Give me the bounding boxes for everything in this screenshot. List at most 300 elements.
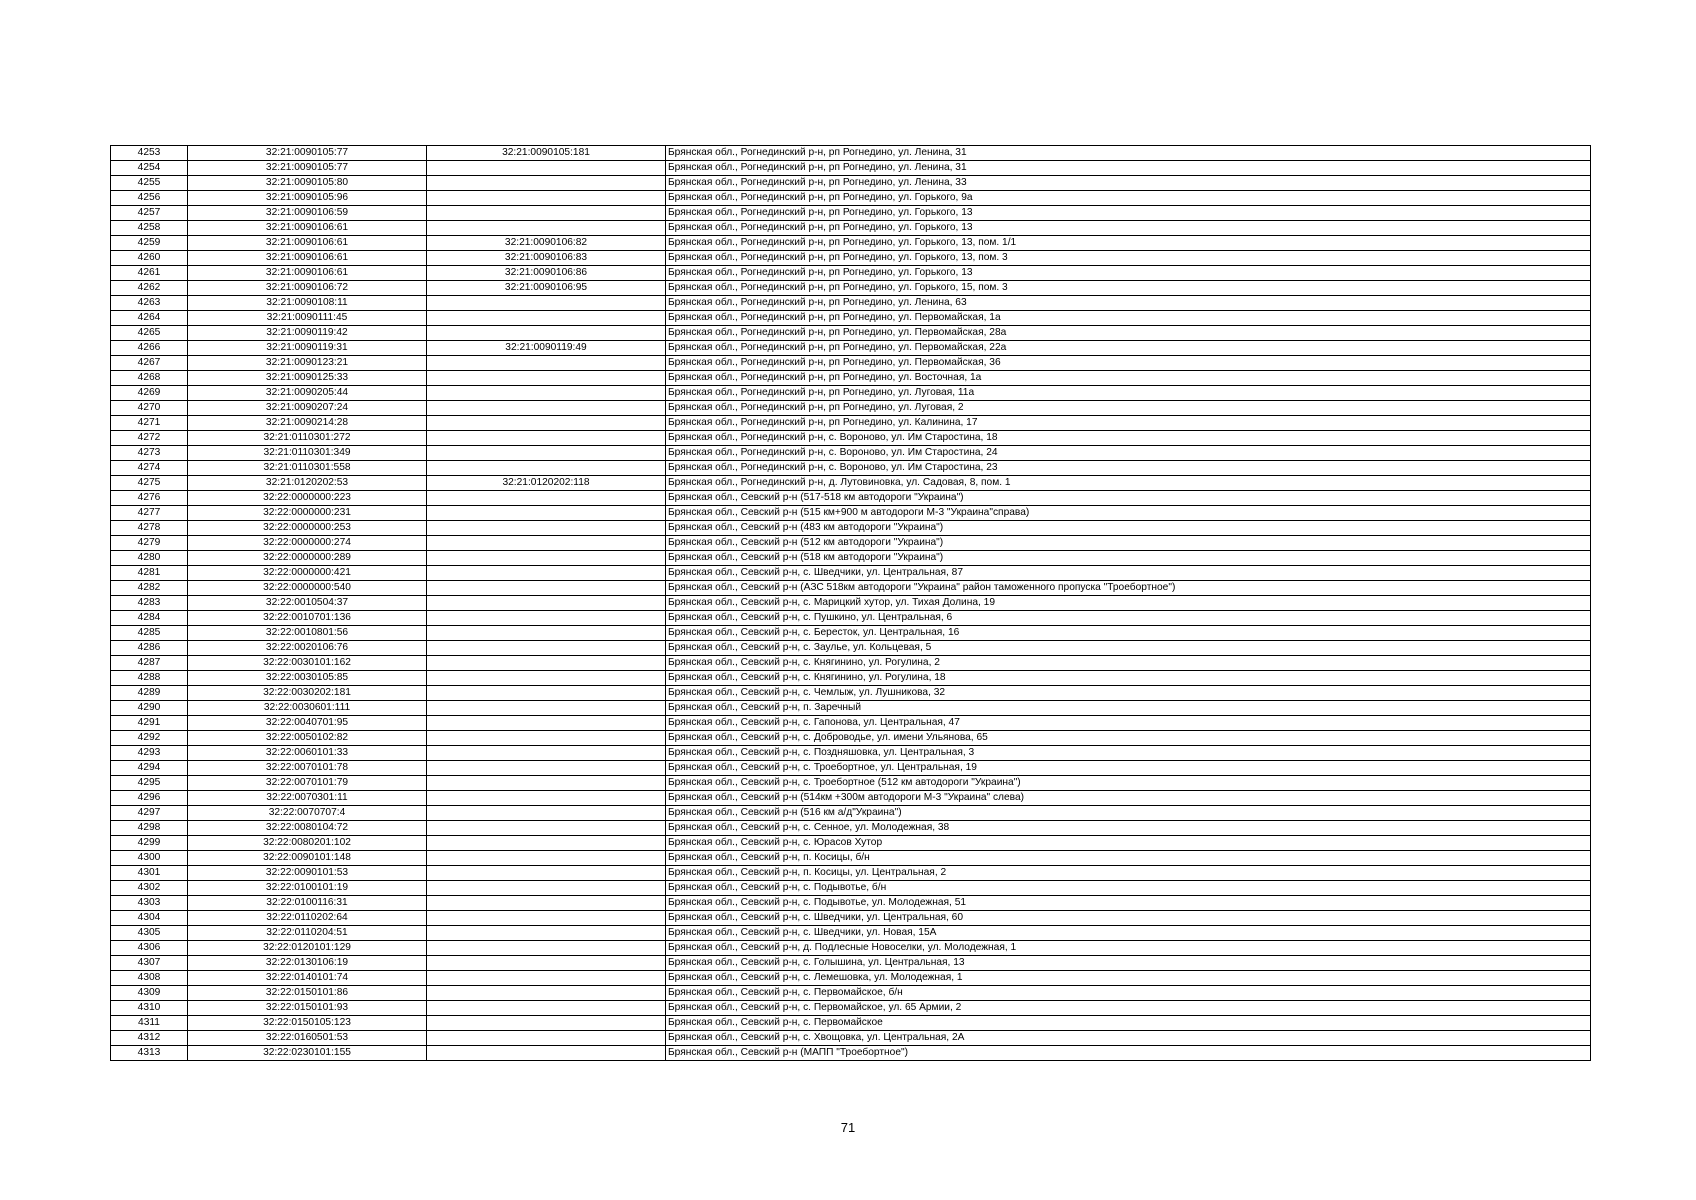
object-number-cell	[427, 221, 666, 236]
address-cell: Брянская обл., Севский р-н (АЗС 518км автодороги "Украина" район таможенного пропуска "Троебортное")	[666, 581, 1591, 596]
address-cell: Брянская обл., Севский р-н (МАПП "Троебортное")	[666, 1046, 1591, 1061]
address-cell: Брянская обл., Рогнединский р-н, с. Вороново, ул. Им Старостина, 23	[666, 461, 1591, 476]
table-row	[111, 851, 1591, 866]
address-cell: Брянская обл., Севский р-н (515 км+900 м автодороги М-3 "Украина"справа)	[666, 506, 1591, 521]
table-row	[111, 1046, 1591, 1061]
address-cell: Брянская обл., Севский р-н, п. Косицы, ул. Центральная, 2	[666, 866, 1591, 881]
registry-table-body	[111, 146, 1591, 1061]
object-number-cell	[427, 851, 666, 866]
table-row	[111, 476, 1591, 491]
object-number-cell	[427, 956, 666, 971]
row-number-cell: 4311	[111, 1016, 188, 1031]
address-cell: Брянская обл., Рогнединский р-н, рп Рогнедино, ул. Восточная, 1а	[666, 371, 1591, 386]
row-number-cell: 4275	[111, 476, 188, 491]
table-row	[111, 446, 1591, 461]
object-number-cell	[427, 521, 666, 536]
table-row	[111, 461, 1591, 476]
cadastral-number-cell: 32:22:0070101:78	[188, 761, 427, 776]
table-row	[111, 671, 1591, 686]
row-number-cell: 4267	[111, 356, 188, 371]
object-number-cell	[427, 326, 666, 341]
row-number-cell: 4280	[111, 551, 188, 566]
address-cell: Брянская обл., Севский р-н (483 км автодороги "Украина")	[666, 521, 1591, 536]
address-cell: Брянская обл., Рогнединский р-н, рп Рогнедино, ул. Ленина, 33	[666, 176, 1591, 191]
table-row	[111, 281, 1591, 296]
object-number-cell	[427, 191, 666, 206]
row-number-cell: 4290	[111, 701, 188, 716]
address-cell: Брянская обл., Рогнединский р-н, рп Рогнедино, ул. Ленина, 31	[666, 146, 1591, 161]
row-number-cell: 4292	[111, 731, 188, 746]
row-number-cell: 4279	[111, 536, 188, 551]
object-number-cell	[427, 911, 666, 926]
row-number-cell: 4281	[111, 566, 188, 581]
row-number-cell: 4298	[111, 821, 188, 836]
cadastral-number-cell: 32:22:0070301:11	[188, 791, 427, 806]
object-number-cell: 32:21:0090106:86	[427, 266, 666, 281]
object-number-cell: 32:21:0090106:95	[427, 281, 666, 296]
table-row	[111, 491, 1591, 506]
object-number-cell	[427, 311, 666, 326]
object-number-cell	[427, 431, 666, 446]
cadastral-number-cell: 32:21:0090106:61	[188, 221, 427, 236]
row-number-cell: 4301	[111, 866, 188, 881]
cadastral-number-cell: 32:22:0150101:93	[188, 1001, 427, 1016]
address-cell: Брянская обл., Севский р-н, с. Первомайское	[666, 1016, 1591, 1031]
table-row	[111, 356, 1591, 371]
row-number-cell: 4278	[111, 521, 188, 536]
address-cell: Брянская обл., Севский р-н, с. Троебортное (512 км автодороги "Украина")	[666, 776, 1591, 791]
object-number-cell	[427, 866, 666, 881]
table-row	[111, 191, 1591, 206]
cadastral-number-cell: 32:21:0090123:21	[188, 356, 427, 371]
table-row	[111, 416, 1591, 431]
row-number-cell: 4254	[111, 161, 188, 176]
table-row	[111, 146, 1591, 161]
row-number-cell: 4286	[111, 641, 188, 656]
table-row	[111, 566, 1591, 581]
object-number-cell: 32:21:0090105:181	[427, 146, 666, 161]
row-number-cell: 4262	[111, 281, 188, 296]
table-row	[111, 311, 1591, 326]
address-cell: Брянская обл., Севский р-н (516 км а/д"Украина")	[666, 806, 1591, 821]
address-cell: Брянская обл., Рогнединский р-н, рп Рогнедино, ул. Луговая, 11а	[666, 386, 1591, 401]
object-number-cell	[427, 596, 666, 611]
table-row	[111, 551, 1591, 566]
row-number-cell: 4263	[111, 296, 188, 311]
address-cell: Брянская обл., Севский р-н, п. Косицы, б/н	[666, 851, 1591, 866]
object-number-cell	[427, 401, 666, 416]
address-cell: Брянская обл., Рогнединский р-н, рп Рогнедино, ул. Первомайская, 36	[666, 356, 1591, 371]
cadastral-number-cell: 32:21:0110301:272	[188, 431, 427, 446]
object-number-cell: 32:21:0090106:83	[427, 251, 666, 266]
address-cell: Брянская обл., Рогнединский р-н, с. Вороново, ул. Им Старостина, 18	[666, 431, 1591, 446]
cadastral-number-cell: 32:22:0000000:231	[188, 506, 427, 521]
object-number-cell	[427, 881, 666, 896]
cadastral-number-cell: 32:22:0010504:37	[188, 596, 427, 611]
object-number-cell	[427, 356, 666, 371]
address-cell: Брянская обл., Рогнединский р-н, рп Рогнедино, ул. Ленина, 63	[666, 296, 1591, 311]
cadastral-number-cell: 32:21:0090106:61	[188, 251, 427, 266]
object-number-cell	[427, 656, 666, 671]
address-cell: Брянская обл., Севский р-н (514км +300м автодороги М-3 "Украина" слева)	[666, 791, 1591, 806]
object-number-cell	[427, 791, 666, 806]
table-row	[111, 266, 1591, 281]
address-cell: Брянская обл., Севский р-н, с. Заулье, ул. Кольцевая, 5	[666, 641, 1591, 656]
table-row	[111, 926, 1591, 941]
cadastral-number-cell: 32:22:0110202:64	[188, 911, 427, 926]
table-row	[111, 956, 1591, 971]
table-row	[111, 386, 1591, 401]
row-number-cell: 4310	[111, 1001, 188, 1016]
address-cell: Брянская обл., Рогнединский р-н, рп Рогнедино, ул. Калинина, 17	[666, 416, 1591, 431]
object-number-cell	[427, 806, 666, 821]
address-cell: Брянская обл., Рогнединский р-н, рп Рогнедино, ул. Первомайская, 22а	[666, 341, 1591, 356]
cadastral-number-cell: 32:21:0090207:24	[188, 401, 427, 416]
table-row	[111, 761, 1591, 776]
address-cell: Брянская обл., Рогнединский р-н, рп Рогнедино, ул. Горького, 13	[666, 221, 1591, 236]
address-cell: Брянская обл., Севский р-н, с. Лемешовка, ул. Молодежная, 1	[666, 971, 1591, 986]
object-number-cell	[427, 296, 666, 311]
cadastral-number-cell: 32:21:0090108:11	[188, 296, 427, 311]
row-number-cell: 4297	[111, 806, 188, 821]
object-number-cell	[427, 1046, 666, 1061]
object-number-cell	[427, 371, 666, 386]
object-number-cell	[427, 926, 666, 941]
address-cell: Брянская обл., Севский р-н (518 км автодороги "Украина")	[666, 551, 1591, 566]
row-number-cell: 4260	[111, 251, 188, 266]
table-row	[111, 1031, 1591, 1046]
object-number-cell	[427, 641, 666, 656]
cadastral-number-cell: 32:22:0070101:79	[188, 776, 427, 791]
row-number-cell: 4293	[111, 746, 188, 761]
table-row	[111, 251, 1591, 266]
object-number-cell	[427, 506, 666, 521]
address-cell: Брянская обл., Рогнединский р-н, рп Рогнедино, ул. Горького, 13, пом. 1/1	[666, 236, 1591, 251]
table-row	[111, 371, 1591, 386]
cadastral-number-cell: 32:22:0100116:31	[188, 896, 427, 911]
object-number-cell	[427, 536, 666, 551]
cadastral-number-cell: 32:21:0120202:53	[188, 476, 427, 491]
address-cell: Брянская обл., Севский р-н, с. Первомайское, б/н	[666, 986, 1591, 1001]
cadastral-number-cell: 32:22:0000000:223	[188, 491, 427, 506]
row-number-cell: 4303	[111, 896, 188, 911]
object-number-cell	[427, 461, 666, 476]
cadastral-number-cell: 32:22:0140101:74	[188, 971, 427, 986]
cadastral-number-cell: 32:22:0160501:53	[188, 1031, 427, 1046]
row-number-cell: 4307	[111, 956, 188, 971]
table-row	[111, 656, 1591, 671]
object-number-cell	[427, 701, 666, 716]
object-number-cell	[427, 1031, 666, 1046]
object-number-cell	[427, 416, 666, 431]
table-row	[111, 581, 1591, 596]
cadastral-number-cell: 32:22:0120101:129	[188, 941, 427, 956]
address-cell: Брянская обл., Севский р-н, с. Подывотье, б/н	[666, 881, 1591, 896]
row-number-cell: 4255	[111, 176, 188, 191]
address-cell: Брянская обл., Рогнединский р-н, рп Рогнедино, ул. Горького, 15, пом. 3	[666, 281, 1591, 296]
table-row	[111, 941, 1591, 956]
page-number: 71	[840, 1120, 856, 1135]
cadastral-number-cell: 32:22:0090101:53	[188, 866, 427, 881]
row-number-cell: 4288	[111, 671, 188, 686]
table-row	[111, 521, 1591, 536]
object-number-cell	[427, 206, 666, 221]
cadastral-number-cell: 32:22:0030101:162	[188, 656, 427, 671]
row-number-cell: 4264	[111, 311, 188, 326]
table-row	[111, 836, 1591, 851]
object-number-cell	[427, 686, 666, 701]
row-number-cell: 4299	[111, 836, 188, 851]
object-number-cell	[427, 176, 666, 191]
table-row	[111, 881, 1591, 896]
cadastral-number-cell: 32:22:0010701:136	[188, 611, 427, 626]
object-number-cell	[427, 551, 666, 566]
cadastral-number-cell: 32:22:0230101:155	[188, 1046, 427, 1061]
cadastral-number-cell: 32:22:0000000:274	[188, 536, 427, 551]
cadastral-number-cell: 32:22:0000000:253	[188, 521, 427, 536]
row-number-cell: 4283	[111, 596, 188, 611]
object-number-cell	[427, 776, 666, 791]
table-row	[111, 626, 1591, 641]
object-number-cell	[427, 626, 666, 641]
address-cell: Брянская обл., Севский р-н, с. Шведчики, ул. Новая, 15А	[666, 926, 1591, 941]
cadastral-number-cell: 32:22:0000000:421	[188, 566, 427, 581]
row-number-cell: 4313	[111, 1046, 188, 1061]
row-number-cell: 4270	[111, 401, 188, 416]
row-number-cell: 4300	[111, 851, 188, 866]
object-number-cell	[427, 941, 666, 956]
cadastral-number-cell: 32:21:0110301:349	[188, 446, 427, 461]
object-number-cell	[427, 761, 666, 776]
object-number-cell	[427, 671, 666, 686]
cadastral-number-cell: 32:22:0010801:56	[188, 626, 427, 641]
object-number-cell: 32:21:0120202:118	[427, 476, 666, 491]
cadastral-number-cell: 32:22:0030202:181	[188, 686, 427, 701]
object-number-cell	[427, 491, 666, 506]
table-row	[111, 821, 1591, 836]
row-number-cell: 4268	[111, 371, 188, 386]
object-number-cell	[427, 821, 666, 836]
address-cell: Брянская обл., Рогнединский р-н, рп Рогнедино, ул. Горького, 13	[666, 266, 1591, 281]
row-number-cell: 4285	[111, 626, 188, 641]
table-row	[111, 986, 1591, 1001]
table-row	[111, 596, 1591, 611]
row-number-cell: 4309	[111, 986, 188, 1001]
table-row	[111, 641, 1591, 656]
address-cell: Брянская обл., Севский р-н (512 км автодороги "Украина")	[666, 536, 1591, 551]
object-number-cell	[427, 731, 666, 746]
cadastral-number-cell: 32:22:0050102:82	[188, 731, 427, 746]
address-cell: Брянская обл., Рогнединский р-н, рп Рогнедино, ул. Горького, 13, пом. 3	[666, 251, 1591, 266]
table-row	[111, 896, 1591, 911]
row-number-cell: 4276	[111, 491, 188, 506]
address-cell: Брянская обл., Севский р-н, с. Юрасов Хутор	[666, 836, 1591, 851]
table-row	[111, 746, 1591, 761]
address-cell: Брянская обл., Севский р-н, с. Княгинино, ул. Рогулина, 2	[666, 656, 1591, 671]
object-number-cell	[427, 581, 666, 596]
cadastral-number-cell: 32:21:0090105:77	[188, 146, 427, 161]
cadastral-number-cell: 32:22:0000000:289	[188, 551, 427, 566]
table-row	[111, 326, 1591, 341]
table-row	[111, 236, 1591, 251]
address-cell: Брянская обл., Севский р-н, с. Шведчики, ул. Центральная, 60	[666, 911, 1591, 926]
row-number-cell: 4269	[111, 386, 188, 401]
object-number-cell: 32:21:0090106:82	[427, 236, 666, 251]
row-number-cell: 4289	[111, 686, 188, 701]
table-row	[111, 1016, 1591, 1031]
row-number-cell: 4265	[111, 326, 188, 341]
cadastral-number-cell: 32:22:0110204:51	[188, 926, 427, 941]
address-cell: Брянская обл., Севский р-н, с. Гапонова, ул. Центральная, 47	[666, 716, 1591, 731]
object-number-cell	[427, 836, 666, 851]
address-cell: Брянская обл., Рогнединский р-н, с. Вороново, ул. Им Старостина, 24	[666, 446, 1591, 461]
address-cell: Брянская обл., Севский р-н, с. Шведчики, ул. Центральная, 87	[666, 566, 1591, 581]
table-row	[111, 806, 1591, 821]
address-cell: Брянская обл., Севский р-н, с. Бересток, ул. Центральная, 16	[666, 626, 1591, 641]
registry-table	[110, 145, 1591, 1061]
row-number-cell: 4261	[111, 266, 188, 281]
address-cell: Брянская обл., Севский р-н, с. Хвощовка, ул. Центральная, 2А	[666, 1031, 1591, 1046]
cadastral-number-cell: 32:21:0090119:42	[188, 326, 427, 341]
object-number-cell	[427, 566, 666, 581]
object-number-cell	[427, 611, 666, 626]
table-row	[111, 701, 1591, 716]
row-number-cell: 4273	[111, 446, 188, 461]
cadastral-number-cell: 32:22:0030105:85	[188, 671, 427, 686]
address-cell: Брянская обл., Рогнединский р-н, рп Рогнедино, ул. Горького, 13	[666, 206, 1591, 221]
table-row	[111, 221, 1591, 236]
table-row	[111, 431, 1591, 446]
cadastral-number-cell: 32:22:0150101:86	[188, 986, 427, 1001]
object-number-cell	[427, 746, 666, 761]
row-number-cell: 4277	[111, 506, 188, 521]
table-row	[111, 506, 1591, 521]
cadastral-number-cell: 32:21:0110301:558	[188, 461, 427, 476]
cadastral-number-cell: 32:22:0090101:148	[188, 851, 427, 866]
address-cell: Брянская обл., Рогнединский р-н, рп Рогнедино, ул. Ленина, 31	[666, 161, 1591, 176]
address-cell: Брянская обл., Севский р-н, д. Подлесные Новоселки, ул. Молодежная, 1	[666, 941, 1591, 956]
cadastral-number-cell: 32:22:0030601:111	[188, 701, 427, 716]
cadastral-number-cell: 32:21:0090106:59	[188, 206, 427, 221]
table-row	[111, 176, 1591, 191]
cadastral-number-cell: 32:21:0090105:80	[188, 176, 427, 191]
row-number-cell: 4312	[111, 1031, 188, 1046]
row-number-cell: 4258	[111, 221, 188, 236]
cadastral-number-cell: 32:21:0090119:31	[188, 341, 427, 356]
table-row	[111, 686, 1591, 701]
address-cell: Брянская обл., Севский р-н, с. Марицкий хутор, ул. Тихая Долина, 19	[666, 596, 1591, 611]
address-cell: Брянская обл., Севский р-н, с. Голышина, ул. Центральная, 13	[666, 956, 1591, 971]
cadastral-number-cell: 32:21:0090125:33	[188, 371, 427, 386]
address-cell: Брянская обл., Севский р-н, с. Троебортное, ул. Центральная, 19	[666, 761, 1591, 776]
address-cell: Брянская обл., Севский р-н, с. Сенное, ул. Молодежная, 38	[666, 821, 1591, 836]
table-row	[111, 161, 1591, 176]
cadastral-number-cell: 32:21:0090106:61	[188, 236, 427, 251]
table-row	[111, 776, 1591, 791]
cadastral-number-cell: 32:21:0090111:45	[188, 311, 427, 326]
address-cell: Брянская обл., Севский р-н, с. Княгинино, ул. Рогулина, 18	[666, 671, 1591, 686]
cadastral-number-cell: 32:22:0130106:19	[188, 956, 427, 971]
table-row	[111, 716, 1591, 731]
address-cell: Брянская обл., Севский р-н, с. Первомайское, ул. 65 Армии, 2	[666, 1001, 1591, 1016]
row-number-cell: 4308	[111, 971, 188, 986]
object-number-cell	[427, 1016, 666, 1031]
row-number-cell: 4253	[111, 146, 188, 161]
row-number-cell: 4291	[111, 716, 188, 731]
address-cell: Брянская обл., Севский р-н, с. Доброводье, ул. имени Ульянова, 65	[666, 731, 1591, 746]
cadastral-number-cell: 32:22:0000000:540	[188, 581, 427, 596]
row-number-cell: 4266	[111, 341, 188, 356]
address-cell: Брянская обл., Севский р-н, п. Заречный	[666, 701, 1591, 716]
row-number-cell: 4274	[111, 461, 188, 476]
object-number-cell	[427, 161, 666, 176]
table-row	[111, 536, 1591, 551]
address-cell: Брянская обл., Рогнединский р-н, рп Рогнедино, ул. Первомайская, 28а	[666, 326, 1591, 341]
row-number-cell: 4295	[111, 776, 188, 791]
row-number-cell: 4296	[111, 791, 188, 806]
cadastral-number-cell: 32:22:0060101:33	[188, 746, 427, 761]
cadastral-number-cell: 32:21:0090214:28	[188, 416, 427, 431]
cadastral-number-cell: 32:21:0090105:96	[188, 191, 427, 206]
row-number-cell: 4305	[111, 926, 188, 941]
object-number-cell	[427, 386, 666, 401]
row-number-cell: 4294	[111, 761, 188, 776]
object-number-cell	[427, 986, 666, 1001]
row-number-cell: 4284	[111, 611, 188, 626]
cadastral-number-cell: 32:22:0100101:19	[188, 881, 427, 896]
row-number-cell: 4287	[111, 656, 188, 671]
cadastral-number-cell: 32:22:0150105:123	[188, 1016, 427, 1031]
row-number-cell: 4257	[111, 206, 188, 221]
address-cell: Брянская обл., Рогнединский р-н, д. Лутовиновка, ул. Садовая, 8, пом. 1	[666, 476, 1591, 491]
address-cell: Брянская обл., Севский р-н, с. Подывотье, ул. Молодежная, 51	[666, 896, 1591, 911]
address-cell: Брянская обл., Севский р-н (517-518 км автодороги "Украина")	[666, 491, 1591, 506]
cadastral-number-cell: 32:22:0080201:102	[188, 836, 427, 851]
table-row	[111, 1001, 1591, 1016]
row-number-cell: 4271	[111, 416, 188, 431]
object-number-cell	[427, 896, 666, 911]
table-row	[111, 731, 1591, 746]
table-row	[111, 611, 1591, 626]
table-row	[111, 296, 1591, 311]
cadastral-number-cell: 32:22:0070707:4	[188, 806, 427, 821]
object-number-cell	[427, 446, 666, 461]
row-number-cell: 4302	[111, 881, 188, 896]
address-cell: Брянская обл., Севский р-н, с. Поздняшовка, ул. Центральная, 3	[666, 746, 1591, 761]
table-row	[111, 911, 1591, 926]
object-number-cell	[427, 971, 666, 986]
row-number-cell: 4304	[111, 911, 188, 926]
object-number-cell	[427, 716, 666, 731]
address-cell: Брянская обл., Рогнединский р-н, рп Рогнедино, ул. Первомайская, 1а	[666, 311, 1591, 326]
cadastral-number-cell: 32:21:0090205:44	[188, 386, 427, 401]
row-number-cell: 4259	[111, 236, 188, 251]
table-row	[111, 791, 1591, 806]
cadastral-number-cell: 32:21:0090106:72	[188, 281, 427, 296]
row-number-cell: 4282	[111, 581, 188, 596]
object-number-cell: 32:21:0090119:49	[427, 341, 666, 356]
cadastral-number-cell: 32:22:0020106:76	[188, 641, 427, 656]
cadastral-number-cell: 32:21:0090105:77	[188, 161, 427, 176]
row-number-cell: 4306	[111, 941, 188, 956]
table-row	[111, 206, 1591, 221]
row-number-cell: 4256	[111, 191, 188, 206]
object-number-cell	[427, 1001, 666, 1016]
address-cell: Брянская обл., Севский р-н, с. Чемлыж, ул. Лушникова, 32	[666, 686, 1591, 701]
table-row	[111, 401, 1591, 416]
address-cell: Брянская обл., Севский р-н, с. Пушкино, ул. Центральная, 6	[666, 611, 1591, 626]
table-row	[111, 971, 1591, 986]
